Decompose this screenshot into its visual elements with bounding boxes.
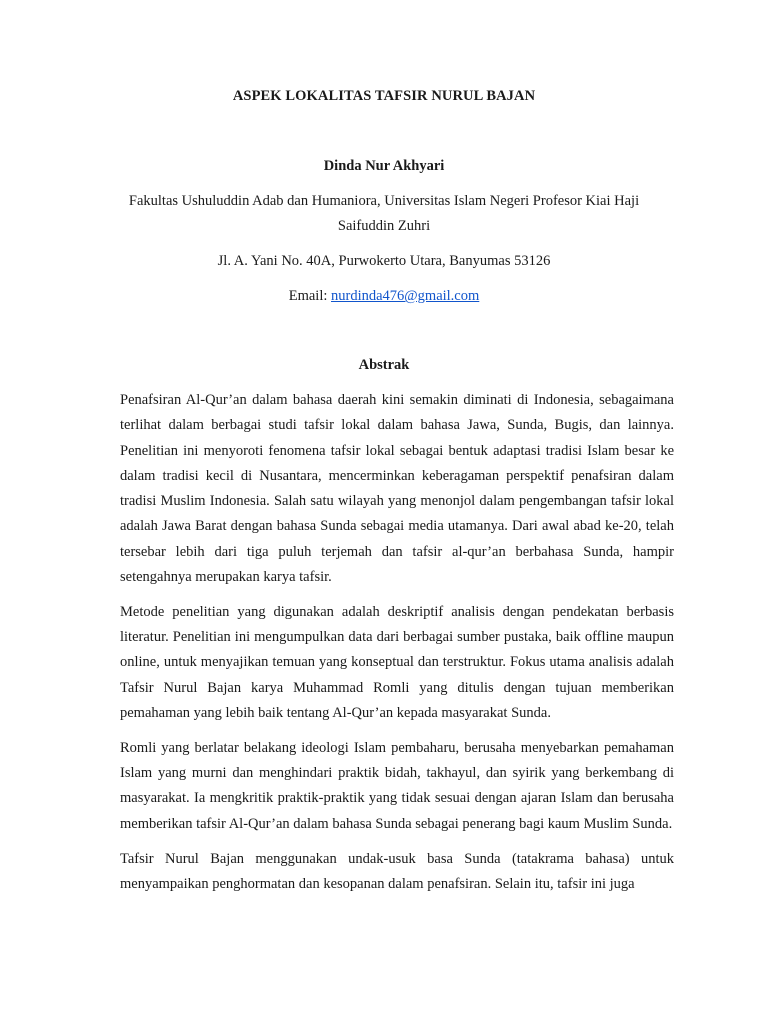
paper-title: ASPEK LOKALITAS TAFSIR NURUL BAJAN [232, 88, 536, 104]
abstract-paragraph: Tafsir Nurul Bajan menggunakan undak-usuk basa Sunda (tatakrama bahasa) untuk menyampaikan penghormatan dan kesopanan dalam penafsiran. Selain itu, tafsir ini juga [120, 850, 674, 892]
author-address: Jl. A. Yani No. 40A, Purwokerto Utara, Banyumas 53126 [217, 253, 551, 269]
abstract-body [120, 388, 674, 907]
author-name: Dinda Nur Akhyari [323, 158, 445, 174]
abstract-paragraph: Penafsiran Al-Qur’an dalam bahasa daerah kini semakin diminati di Indonesia, sebagaimana terlihat dalam berbagai studi tafsir lokal dalam bahasa Jawa, Sunda, Bugis, dan lainnya. Penelitian ini menyoroti fenomena tafsir lokal sebagai bentuk adaptasi tradisi Islam besar ke dalam tradisi kecil di Nusantara, mencerminkan keberagaman perspektif penafsiran dalam tradisi Muslim Indonesia. Salah satu wilayah yang menonjol dalam pengembangan tafsir lokal adalah Jawa Barat dengan bahasa Sunda sebagai media utamanya. Dari awal abad ke-20, telah tersebar lebih dari tiga puluh terjemah dan tafsir al-qur’an berbahasa Sunda, hampir setengahnya merupakan karya tafsir. [120, 392, 674, 586]
email-link[interactable]: nurdinda476@gmail.com [331, 288, 480, 304]
email-label: Email: [288, 288, 332, 304]
author-affiliation: Fakultas Ushuluddin Adab dan Humaniora, Universitas Islam Negeri Profesor Kiai Haji Saifuddin Zuhri [128, 193, 640, 234]
abstract-paragraph: Romli yang berlatar belakang ideologi Islam pembaharu, berusaha menyebarkan pemahaman Islam yang murni dan menghindari praktik bidah, takhayul, dan syirik yang berkembang di masyarakat. Ia mengkritik praktik-praktik yang tidak sesuai dengan ajaran Islam dan berusaha memberikan tafsir Al-Qur’an dalam bahasa Sunda sebagai penerang bagi kaum Muslim Sunda. [120, 739, 674, 832]
abstract-heading: Abstrak [358, 357, 410, 373]
author-email-line [0, 284, 768, 308]
abstract-paragraph: Metode penelitian yang digunakan adalah deskriptif analisis dengan pendekatan berbasis literatur. Penelitian ini mengumpulkan data dari berbagai sumber pustaka, baik offline maupun online, untuk menyajikan temuan yang konseptual dan terstruktur. Fokus utama analisis adalah Tafsir Nurul Bajan karya Muhammad Romli yang ditulis dengan tujuan memberikan pemahaman yang lebih baik tentang Al-Qur’an kepada masyarakat Sunda. [120, 603, 674, 722]
